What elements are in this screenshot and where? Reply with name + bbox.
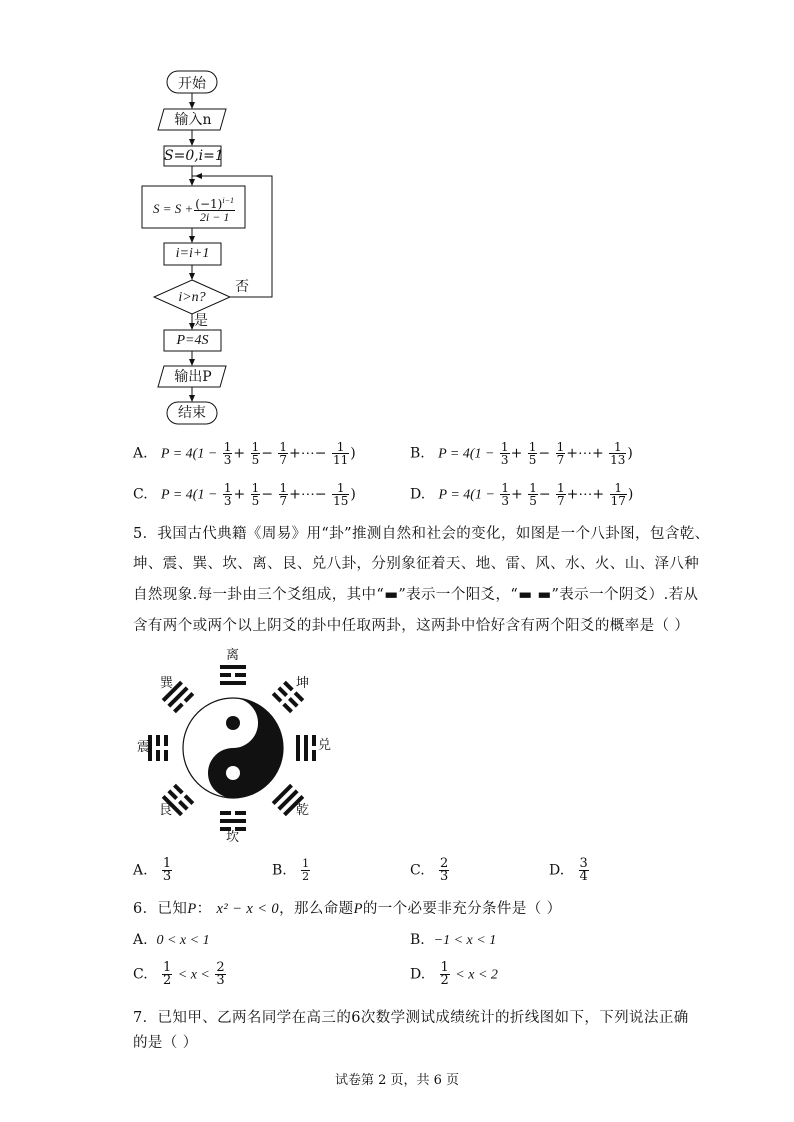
q5-line-2: 坤、震、巽、坎、离、艮、兑八卦，分别象征着天、地、雷、风、水、火、山、泽八种 — [133, 556, 700, 572]
q5-option-c: C. $\frac{2}{3}$ — [410, 856, 449, 884]
q4-c-last-den: 15 — [333, 494, 349, 508]
q5-line-1: 5．我国古代典籍《周易》用“卦”推测自然和社会的变化，如图是一个八卦图，包含乾、 — [133, 526, 710, 542]
option-letter: C. — [133, 486, 148, 503]
flow-input-text: 输入n — [174, 112, 212, 128]
flow-update-lhs: S = S + — [153, 201, 194, 216]
q4-b-last-den: 13 — [610, 453, 626, 467]
flow-update-formula — [143, 188, 246, 230]
q5-line-3: 自然现象.每一卦由三个爻组成，其中“▬”表示一个阳爻，“▬ ▬”表示一个阴爻）.若从 — [133, 587, 699, 603]
q4-option-c: C. P = 4(1 − $\frac{1}{3}$ + $\frac{1}{5}$ − $\frac{1}{7}$ +⋯− $\frac{1}{15}$ ) — [133, 481, 356, 508]
label-kan: 坎 — [226, 830, 240, 845]
label-dui: 兑 — [318, 738, 332, 753]
q6-option-c: C. $\frac{1}{2}$ < x < $\frac{2}{3}$ — [133, 960, 225, 988]
label-zhen: 震 — [137, 740, 151, 755]
trigram-li — [220, 665, 246, 685]
label-xun: 巽 — [160, 676, 174, 691]
trigram-dui — [296, 735, 316, 761]
q6-option-b: B. −1 < x < 1 — [410, 932, 497, 948]
flow-condition-text: i>n? — [178, 290, 206, 305]
flow-update-frac — [194, 195, 235, 223]
q5-option-d: D. $\frac{3}{4}$ — [549, 856, 588, 884]
q4-d-last-den: 17 — [610, 494, 626, 508]
trigram-zhen — [148, 735, 168, 761]
q4-a-last-den: 11 — [332, 453, 349, 467]
option-letter: B. — [410, 445, 425, 462]
q5-line-4: 含有两个或两个以上阴爻的卦中任取两卦，这两卦中恰好含有两个阳爻的概率是（ ） — [133, 618, 690, 634]
label-gen: 艮 — [159, 803, 173, 818]
q5-option-a: A. $\frac{1}{3}$ — [133, 856, 172, 884]
taiji-symbol — [183, 698, 283, 798]
flow-increment-text: i=i+1 — [175, 246, 210, 261]
q7-line-1: 7．已知甲、乙两名同学在高三的6次数学测试成绩统计的折线图如下，下列说法正确 — [133, 1010, 689, 1026]
flow-init-text: S=0,i=1 — [164, 148, 224, 164]
flow-output-text: 输出P — [174, 369, 212, 385]
flow-assign-text: P=4S — [176, 333, 209, 348]
q4-option-b: B. P = 4(1 − $\frac{1}{3}$ + $\frac{1}{5}$ − $\frac{1}{7}$ +⋯+ $\frac{1}{13}$ ) — [410, 440, 633, 467]
flow-end-text: 结束 — [178, 405, 206, 421]
label-qian: 乾 — [296, 803, 310, 818]
q6-option-a: A. 0 < x < 1 — [133, 932, 210, 948]
page-footer: 试卷第 2 页，共 6 页 — [334, 1073, 460, 1088]
label-kun: 坤 — [296, 676, 310, 691]
label-li: 离 — [226, 648, 240, 663]
flow-update-den: 2i − 1 — [199, 210, 230, 224]
option-letter: D. — [410, 486, 426, 503]
option-letter: A. — [133, 445, 148, 462]
trigram-kan — [220, 811, 246, 831]
q4-option-d: D. P = 4(1 − $\frac{1}{3}$ + $\frac{1}{5}$ − $\frac{1}{7}$ +⋯+ $\frac{1}{17}$ ) — [410, 481, 634, 508]
q6-inequality: x² − x < 0 — [216, 901, 280, 917]
flow-update-exp: i−1 — [222, 196, 234, 205]
q5-option-b: B. $\frac{1}{2}$ — [272, 857, 310, 883]
q4-prefix: P = 4(1 − — [160, 446, 218, 462]
q6-stem: 6．已知P： x² − x < 0，那么命题P的一个必要非充分条件是（ ） — [133, 901, 562, 917]
q7-line-2: 的是（ ） — [133, 1035, 198, 1051]
flow-yes-label: 是 — [194, 313, 208, 329]
q6-option-d: D. $\frac{1}{2}$ < x < 2 — [410, 960, 498, 988]
flow-start-text: 开始 — [178, 76, 206, 92]
flow-update-num: (−1) — [195, 197, 223, 211]
q4-option-a: A. P = 4(1 − $\frac{1}{3}$ + $\frac{1}{5}$ − $\frac{1}{7}$ +⋯− $\frac{1}{11}$ ) — [133, 440, 356, 467]
flow-no-label: 否 — [235, 279, 249, 295]
